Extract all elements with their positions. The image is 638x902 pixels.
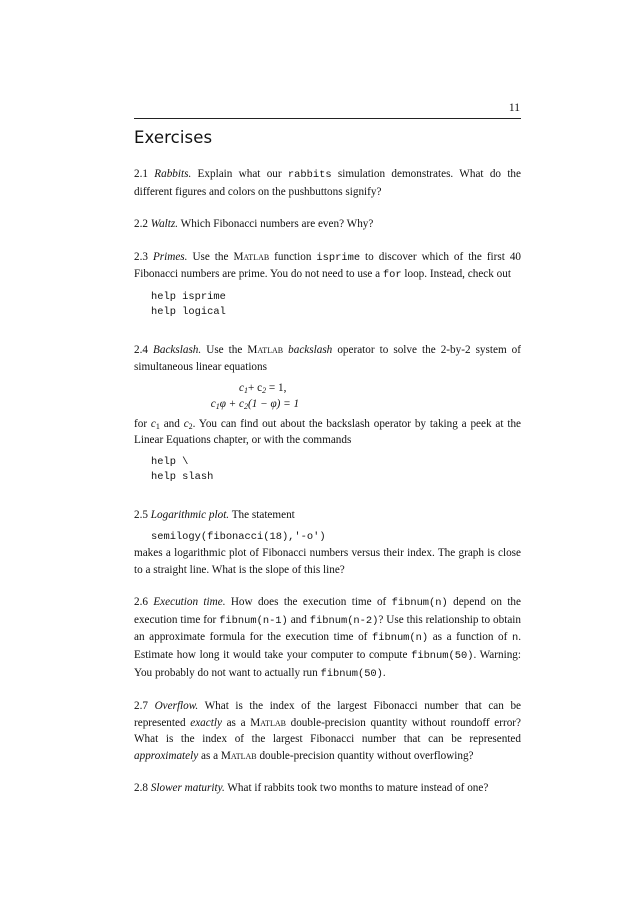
inline-code: n [511, 632, 519, 645]
inline-code: for [382, 269, 402, 282]
equation-1 [134, 380, 521, 396]
matlab-name: Matlab [247, 344, 284, 357]
section-heading: Exercises [134, 128, 213, 147]
exercise-body: as a [221, 716, 251, 729]
exercise-text: makes a logarithmic plot of Fibonacci numbers versus their index. The graph is close to a straight line. What is the slope of this line? [134, 546, 521, 576]
inline-code: rabbits [287, 169, 332, 181]
exercise-body: depend on the execution time for [134, 596, 521, 626]
inline-code: fibnum(n-1) [219, 614, 288, 627]
inline-code: fibnum(50) [411, 649, 474, 662]
inline-code: fibnum(n) [372, 632, 429, 645]
exercise-body: operator to solve the 2-by-2 system of simultaneous linear equations [134, 344, 522, 373]
exercise-number: 2.1 [134, 168, 148, 180]
exercise-body: and [159, 417, 184, 430]
math-var: c [183, 417, 189, 430]
inline-code: isprime [316, 251, 361, 264]
exercise-2-8 [134, 780, 521, 797]
exercise-text [134, 698, 521, 764]
exercise-title: Primes. [152, 250, 188, 263]
exercise-body: double-precision quantity without overflowing? [256, 749, 474, 762]
inline-code: fibnum(50) [320, 667, 383, 680]
exercise-text [134, 166, 521, 200]
math-sub: 1 [215, 401, 220, 411]
exercise-body: function [269, 250, 317, 263]
math-op: = 1, [266, 381, 287, 394]
exercise-2-1 [134, 166, 521, 200]
exercise-body: . [382, 666, 386, 679]
exercise-body: as a [198, 749, 221, 762]
math-op: + c [248, 381, 263, 394]
code-line: help logical [151, 306, 226, 319]
exercise-text [134, 216, 521, 233]
exercise-body: loop. Instead, check out [401, 268, 511, 281]
exercise-number: 2.7 [134, 700, 148, 713]
math-var: c [210, 397, 216, 410]
exercise-body: double-precision quantity without roundoff error? What is the index of the largest Fibonacci number that can be represented [134, 716, 521, 746]
math-sub: 2 [188, 421, 193, 431]
exercise-body: Explain what our [191, 168, 288, 180]
exercise-body: ? Use this relationship to obtain an approximate formula for the execution time of [134, 613, 521, 644]
exercise-body: and [287, 613, 310, 626]
math-sub: 2 [262, 385, 267, 395]
exercise-list [134, 166, 521, 813]
matlab-name: Matlab [233, 250, 270, 263]
code-block [151, 530, 521, 545]
exercise-body: as a function of [428, 631, 512, 644]
code-block [151, 455, 521, 485]
exercise-body: The statement [229, 509, 295, 522]
math-op: (1 − φ) = 1 [248, 397, 300, 410]
exercise-title: Waltz. [150, 218, 179, 231]
exercise-body: Use the [201, 344, 248, 357]
exercise-body: . You can find out about the backslash operator by taking a peek at the Linear Equations chapter, or with the commands [134, 417, 521, 447]
emphasis: backslash [288, 344, 333, 357]
emphasis: exactly [190, 716, 222, 729]
math-op: φ + c [219, 397, 244, 410]
exercise-title: Backslash. [153, 344, 202, 357]
code-line: help isprime [151, 290, 226, 303]
page-number: 11 [508, 102, 520, 114]
matlab-name: Matlab [220, 749, 257, 762]
matlab-name: Matlab [250, 716, 286, 729]
exercise-2-4 [134, 342, 521, 485]
exercise-body: to discover which of the first 40 Fibonacci numbers are prime. You do not need to use a [134, 250, 522, 281]
exercise-title: Execution time. [153, 596, 226, 609]
equation-2 [134, 396, 521, 412]
code-line: help slash [151, 470, 214, 483]
exercise-number: 2.5 [134, 509, 148, 522]
exercise-title: Overflow. [154, 700, 199, 713]
exercise-title: Rabbits. [154, 168, 192, 180]
exercise-text [134, 342, 521, 375]
exercise-body: What is the index of the largest Fibonacci number that can be represented [134, 700, 522, 729]
code-line: help \ [151, 455, 189, 468]
exercise-title: Slower maturity. [150, 782, 225, 795]
exercise-text [134, 780, 521, 797]
exercise-number: 2.8 [134, 782, 148, 795]
exercise-number: 2.2 [134, 218, 148, 231]
math-var: c [239, 381, 244, 394]
exercise-2-6 [134, 594, 521, 682]
code-block [151, 290, 521, 320]
exercise-number: 2.6 [134, 596, 148, 609]
exercise-body: . Warning: You probably do not want to actually run [134, 648, 521, 679]
header-rule [134, 118, 521, 119]
inline-code: fibnum(n-2) [309, 614, 379, 627]
equation-rest [248, 380, 286, 396]
exercise-number: 2.3 [134, 250, 148, 263]
math-var: c [150, 417, 156, 430]
exercise-2-2 [134, 216, 521, 233]
exercise-text [134, 507, 521, 524]
exercise-title: Logarithmic plot. [150, 509, 230, 522]
exercise-body: Which Fibonacci numbers are even? Why? [178, 218, 374, 231]
exercise-body: for [134, 417, 151, 430]
exercise-2-3 [134, 249, 521, 321]
exercise-body: What if rabbits took two months to mature instead of one? [224, 782, 489, 795]
math-sub: 1 [155, 421, 160, 431]
exercise-text [134, 594, 521, 682]
exercise-number: 2.4 [134, 344, 148, 357]
math-sub: 2 [244, 401, 248, 411]
exercise-body: Use the [187, 250, 234, 263]
exercise-text [134, 249, 521, 284]
equation-system [134, 380, 521, 412]
inline-code: fibnum(n) [391, 597, 448, 610]
equation-rest [248, 396, 299, 412]
exercise-2-7 [134, 698, 521, 764]
exercise-text [134, 416, 521, 449]
exercise-body: How does the execution time of [225, 596, 392, 609]
exercise-2-5 [134, 507, 521, 578]
emphasis: approximately [134, 749, 199, 762]
code-line: semilogy(fibonacci(18),'-o') [151, 530, 326, 543]
exercise-body: . Estimate how long it would take your computer to compute [134, 631, 521, 661]
math-sub: 1 [244, 385, 248, 395]
exercise-body: simulation demonstrates. What do the different figures and colors on the pushbuttons signify? [134, 168, 521, 198]
